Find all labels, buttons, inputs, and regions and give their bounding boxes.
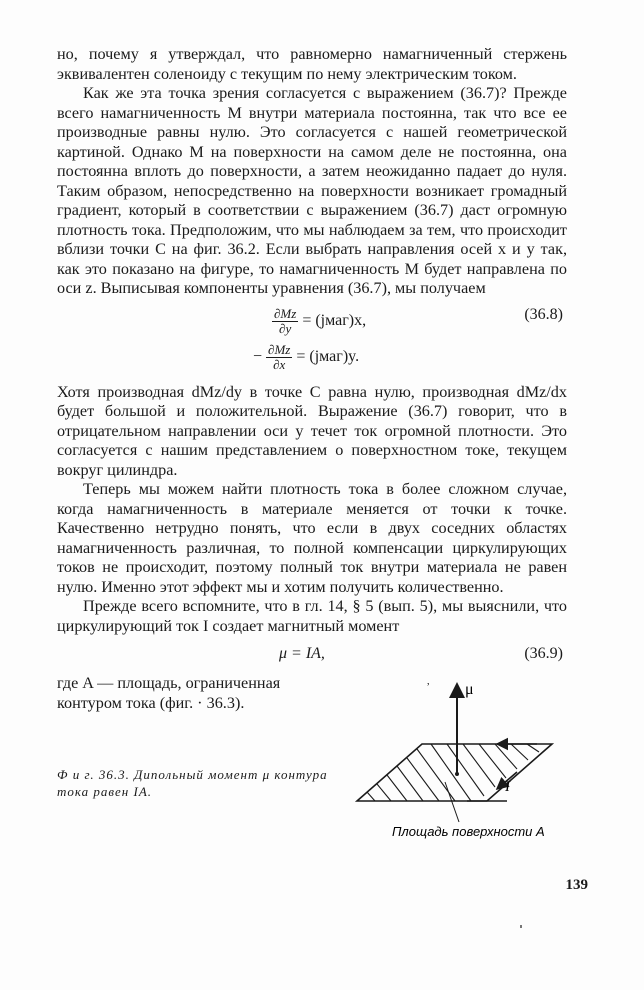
current-loop-parallelogram — [357, 744, 552, 801]
paragraph-4: Теперь мы можем найти плотность тока в более сложном случае, когда намагниченность в материале меняется от точки к точке. Качественно нетрудно понять, что если в двух соседних областях намагниченность различная, то полной компенсации циркулирующих токов не происходит, поэтому полный ток внутри материала не равен нулю. Именно этот эффект мы и хотим получить количественно. — [57, 480, 567, 596]
figure-region — [57, 674, 567, 854]
equation-36-9-number: (36.9) — [524, 645, 563, 662]
equation-36-8-line1 — [57, 303, 567, 343]
figure-36-3 — [347, 674, 567, 849]
where-text: где A — площадь, ограниченная контуром тока (фиг. · 36.3). — [57, 674, 281, 712]
eq2-fraction: $\frac{\partial Mz}{\partial x}$ — [268, 341, 291, 372]
eq2-rhs: = (jмаг)y. — [296, 347, 360, 365]
eq2-sign: − — [253, 347, 263, 365]
paragraph-2: Как же эта точка зрения согласуется с выражением (36.7)? Прежде всего намагниченность M внутри материала постоянна, так что все ее производные равны нулю. Это согласуется с нашей геометрической картиной. Однако M на поверхности на самом деле не постоянна, она постоянна вплоть до поверхности, а затем неожиданно падает до нуля. Таким образом, непосредственно на поверхности возникает громадный градиент, который в соответствии с выражением (36.7) даст огромную плотность тока. Предположим, что мы наблюдаем за тем, что происходит вблизи точки C на фиг. 36.2. Если выбрать направления осей x и y так, как это показано на фигуре, то намагниченность M будет направлена по оси z. Выписывая компоненты уравнения (36.7), мы получаем — [57, 84, 567, 297]
label-current: I — [505, 779, 510, 795]
paragraph-5: Прежде всего вспомните, что в гл. 14, § 5 (вып. 5), мы выяснили, что циркулирующий ток I создает магнитный момент — [57, 597, 567, 635]
page-content — [57, 45, 567, 854]
equation-36-8-number: (36.8) — [524, 305, 563, 323]
label-area: Площадь поверхности A — [392, 824, 545, 839]
label-mu: μ — [465, 681, 474, 698]
equation-36-9: μ = IA, (36.9) — [57, 640, 567, 670]
page-number: 139 — [565, 877, 588, 893]
paragraph-1: но, почему я утверждал, что равномерно намагниченный стержень эквивалентен соленоиду с текущим по нему электрическим током. — [57, 45, 567, 83]
area-leader-line — [445, 782, 459, 822]
figure-caption: Ф и г. 36.3. Дипольный момент μ контура тока равен IA. — [57, 767, 328, 799]
equation-36-8-line2 — [57, 343, 567, 383]
eq1-fraction: $\frac{\partial Mz}{\partial y}$ — [274, 305, 297, 336]
scan-speck — [520, 925, 522, 928]
eq1-rhs: = (jмаг)x, — [302, 311, 367, 329]
area-hatching — [367, 744, 539, 801]
stray-mark: , — [427, 676, 430, 687]
paragraph-3: Хотя производная dMz/dy в точке C равна нулю, производная dMz/dx будет большой и положительной. Выражение (36.7) говорит, что в отрицательном направлении оси y течет ток огромной плотности. Это согласуется с нашим представлением о поверхностном токе, текущем вокруг цилиндра. — [57, 382, 567, 479]
